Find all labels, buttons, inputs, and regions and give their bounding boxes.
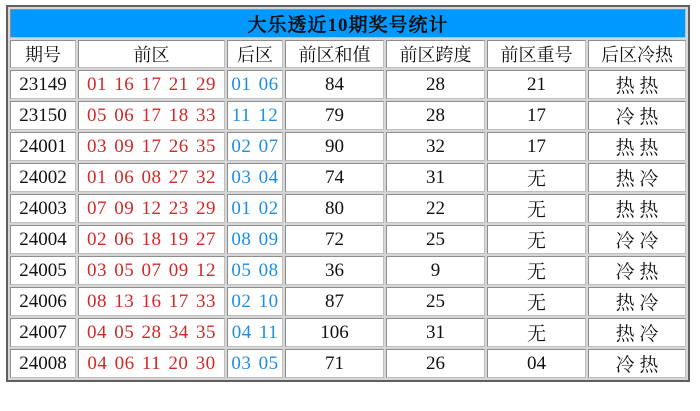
table-row	[10, 349, 686, 378]
span-cell: 31	[386, 318, 485, 347]
repeat-cell: 17	[487, 132, 586, 161]
repeat-cell: 04	[487, 349, 586, 378]
sum-cell: 84	[285, 70, 384, 99]
header-repeat: 前区重号	[487, 40, 586, 68]
header-row	[10, 40, 686, 68]
front-zone-numbers: 07 09 12 23 29	[78, 194, 225, 223]
table-title: 大乐透近10期奖号统计	[10, 9, 686, 38]
front-zone-numbers: 05 06 17 18 33	[78, 101, 225, 130]
span-cell: 25	[386, 225, 485, 254]
front-zone-numbers: 04 06 11 20 30	[78, 349, 225, 378]
table-row	[10, 256, 686, 285]
cold-hot-cell: 冷 冷	[588, 225, 686, 254]
issue-cell: 24007	[10, 318, 76, 347]
repeat-cell: 无	[487, 194, 586, 223]
header-issue: 期号	[10, 40, 76, 68]
repeat-cell: 21	[487, 70, 586, 99]
back-zone-numbers: 03 05	[227, 349, 283, 378]
issue-cell: 24006	[10, 287, 76, 316]
span-cell: 31	[386, 163, 485, 192]
back-zone-numbers: 01 02	[227, 194, 283, 223]
repeat-cell: 无	[487, 287, 586, 316]
cold-hot-cell: 热 热	[588, 70, 686, 99]
table-row	[10, 287, 686, 316]
sum-cell: 74	[285, 163, 384, 192]
back-zone-numbers: 03 04	[227, 163, 283, 192]
span-cell: 22	[386, 194, 485, 223]
issue-cell: 24008	[10, 349, 76, 378]
sum-cell: 72	[285, 225, 384, 254]
front-zone-numbers: 02 06 18 19 27	[78, 225, 225, 254]
front-zone-numbers: 08 13 16 17 33	[78, 287, 225, 316]
lottery-stats-table	[6, 5, 690, 382]
repeat-cell: 无	[487, 318, 586, 347]
header-front: 前区	[78, 40, 225, 68]
cold-hot-cell: 冷 热	[588, 349, 686, 378]
front-zone-numbers: 01 16 17 21 29	[78, 70, 225, 99]
table-row	[10, 163, 686, 192]
span-cell: 28	[386, 70, 485, 99]
span-cell: 25	[386, 287, 485, 316]
repeat-cell: 无	[487, 163, 586, 192]
sum-cell: 87	[285, 287, 384, 316]
issue-cell: 24003	[10, 194, 76, 223]
front-zone-numbers: 01 06 08 27 32	[78, 163, 225, 192]
sum-cell: 36	[285, 256, 384, 285]
cold-hot-cell: 热 冷	[588, 318, 686, 347]
span-cell: 26	[386, 349, 485, 378]
table-row	[10, 70, 686, 99]
front-zone-numbers: 04 05 28 34 35	[78, 318, 225, 347]
back-zone-numbers: 05 08	[227, 256, 283, 285]
cold-hot-cell: 热 热	[588, 132, 686, 161]
cold-hot-cell: 热 热	[588, 194, 686, 223]
cold-hot-cell: 冷 热	[588, 101, 686, 130]
table-row	[10, 132, 686, 161]
span-cell: 28	[386, 101, 485, 130]
issue-cell: 24004	[10, 225, 76, 254]
sum-cell: 80	[285, 194, 384, 223]
front-zone-numbers: 03 09 17 26 35	[78, 132, 225, 161]
table-body	[10, 70, 686, 378]
table-row	[10, 194, 686, 223]
cold-hot-cell: 冷 热	[588, 256, 686, 285]
sum-cell: 90	[285, 132, 384, 161]
issue-cell: 23149	[10, 70, 76, 99]
span-cell: 9	[386, 256, 485, 285]
sum-cell: 71	[285, 349, 384, 378]
back-zone-numbers: 11 12	[227, 101, 283, 130]
back-zone-numbers: 02 07	[227, 132, 283, 161]
table-row	[10, 225, 686, 254]
table-row	[10, 101, 686, 130]
span-cell: 32	[386, 132, 485, 161]
table-row	[10, 318, 686, 347]
back-zone-numbers: 01 06	[227, 70, 283, 99]
header-sum: 前区和值	[285, 40, 384, 68]
cold-hot-cell: 热 冷	[588, 163, 686, 192]
back-zone-numbers: 04 11	[227, 318, 283, 347]
repeat-cell: 无	[487, 256, 586, 285]
issue-cell: 24002	[10, 163, 76, 192]
issue-cell: 24005	[10, 256, 76, 285]
repeat-cell: 无	[487, 225, 586, 254]
header-coldhot: 后区冷热	[588, 40, 686, 68]
sum-cell: 79	[285, 101, 384, 130]
title-row	[10, 9, 686, 38]
cold-hot-cell: 热 冷	[588, 287, 686, 316]
sum-cell: 106	[285, 318, 384, 347]
issue-cell: 24001	[10, 132, 76, 161]
issue-cell: 23150	[10, 101, 76, 130]
header-back: 后区	[227, 40, 283, 68]
front-zone-numbers: 03 05 07 09 12	[78, 256, 225, 285]
back-zone-numbers: 02 10	[227, 287, 283, 316]
header-span: 前区跨度	[386, 40, 485, 68]
repeat-cell: 17	[487, 101, 586, 130]
back-zone-numbers: 08 09	[227, 225, 283, 254]
